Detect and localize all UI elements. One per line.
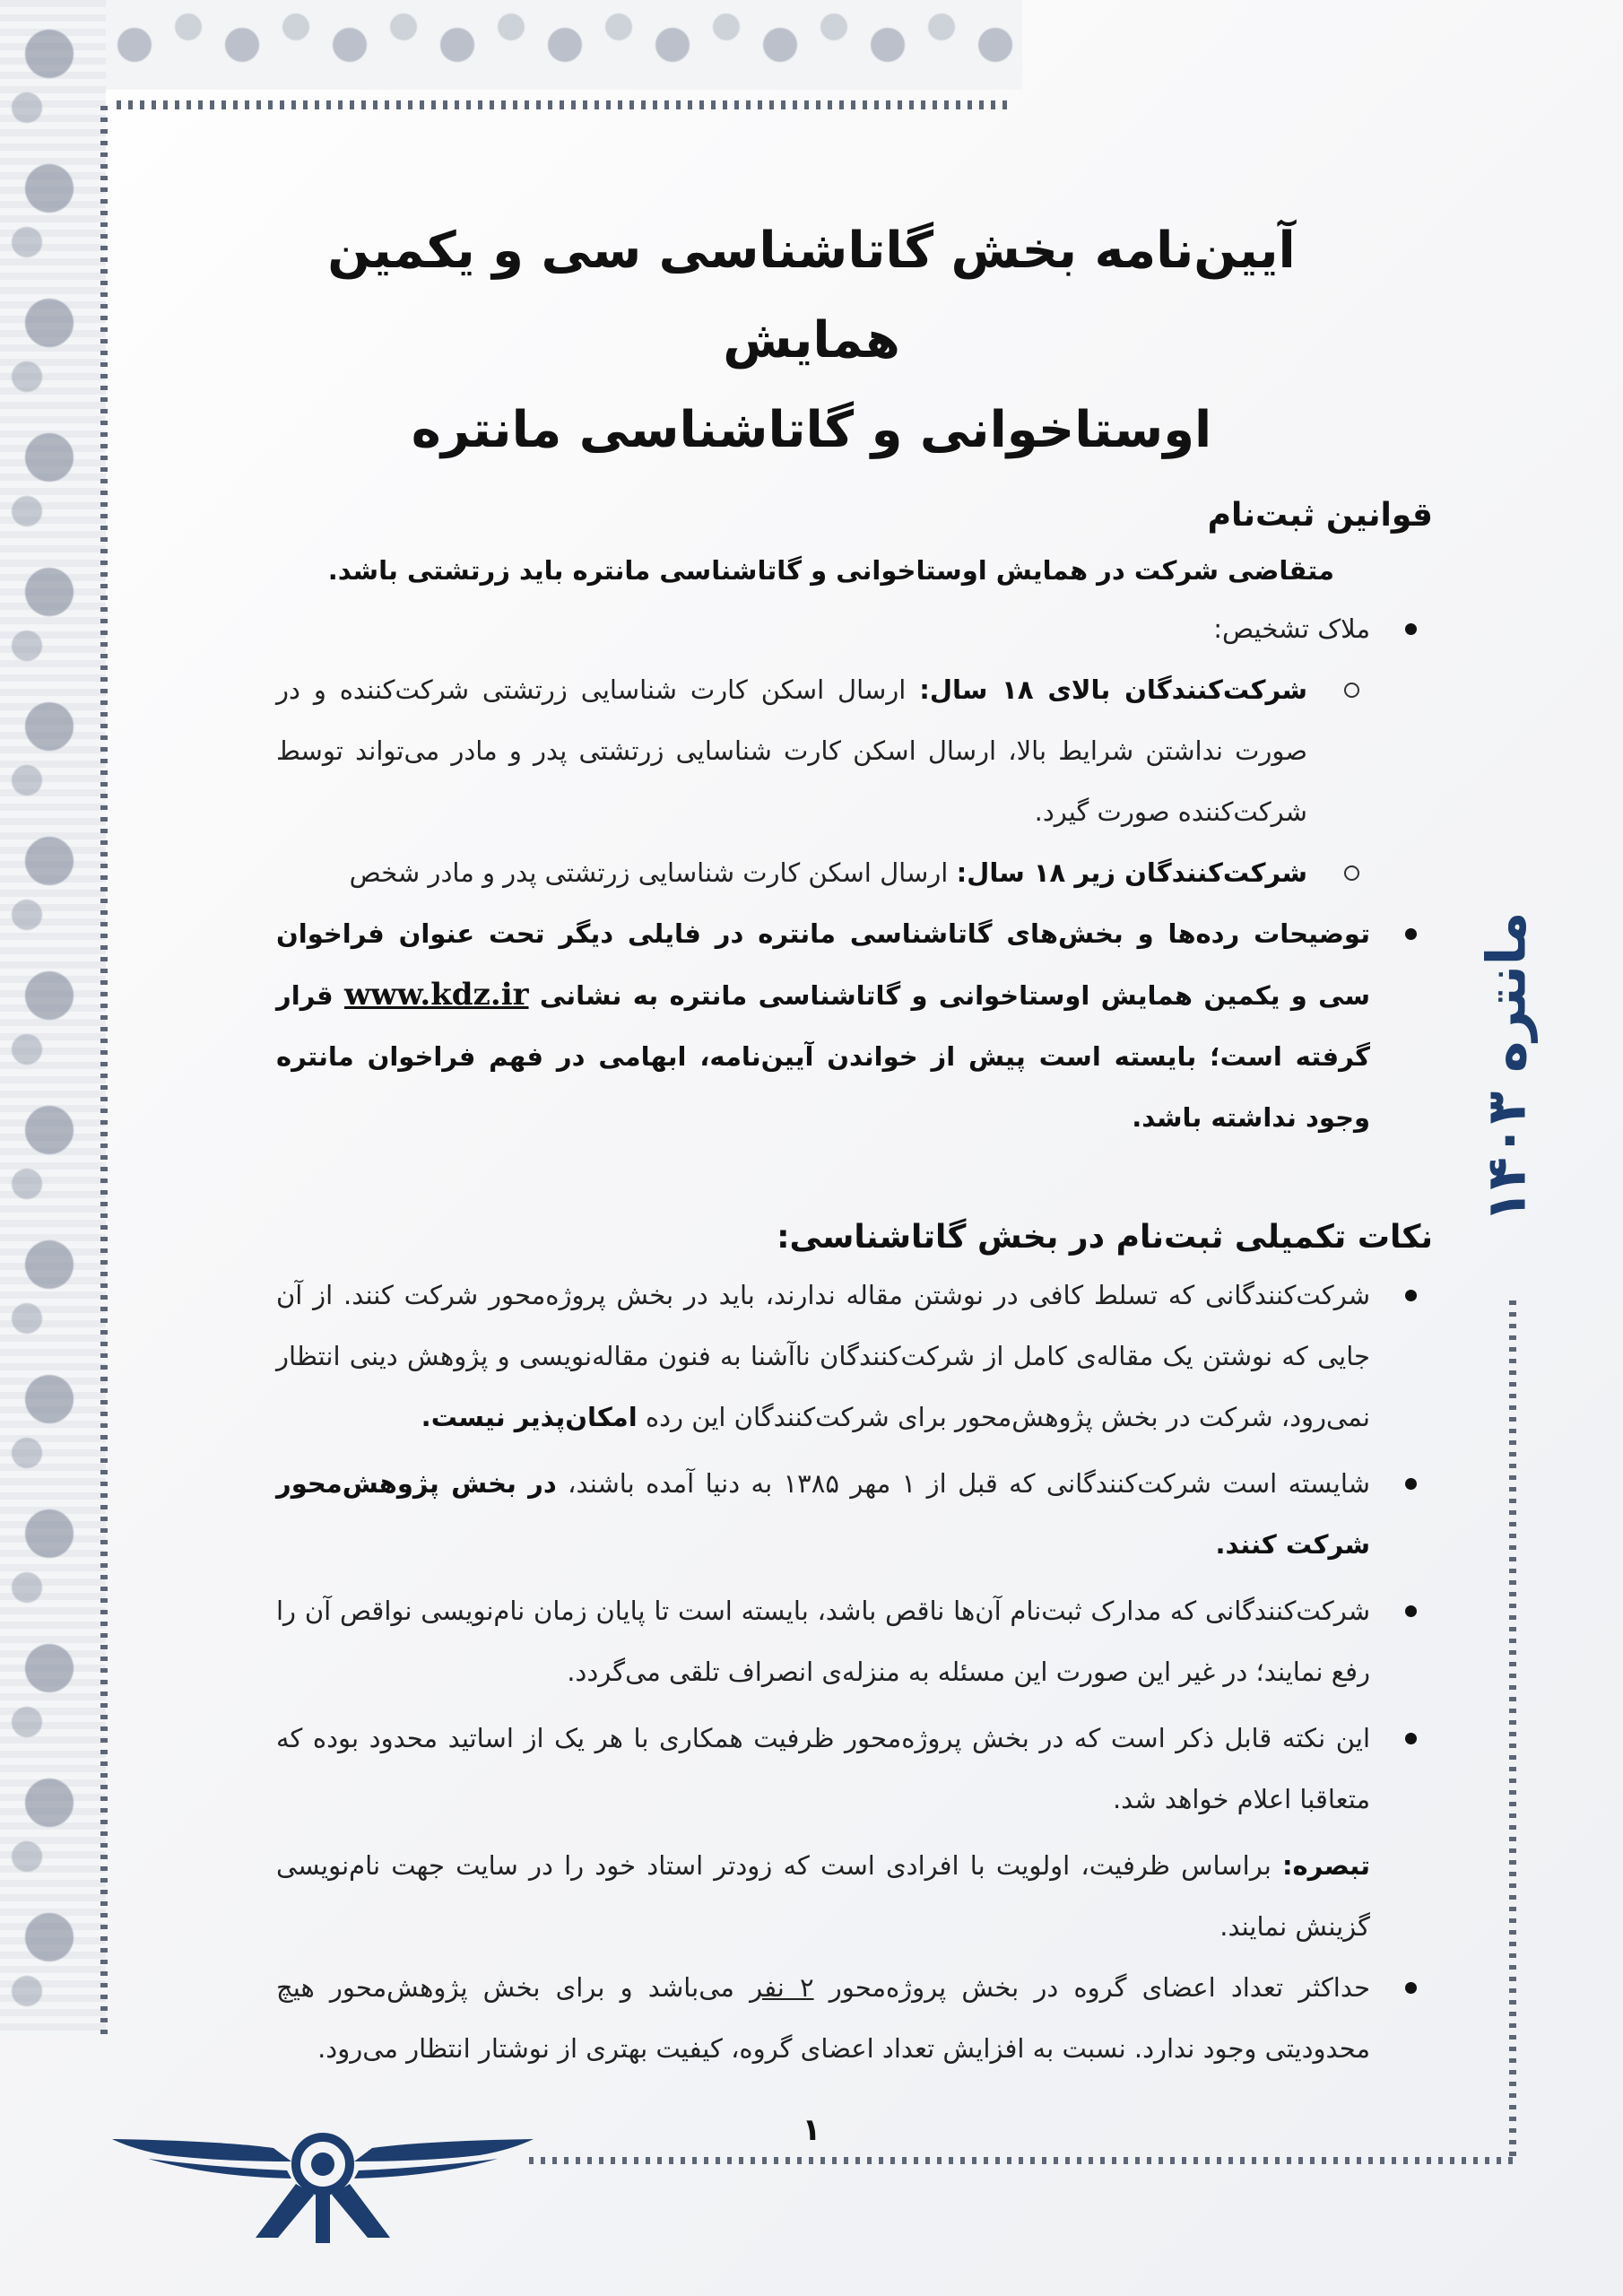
list-item <box>276 1580 1433 1702</box>
faravahar-emblem-icon <box>112 2121 534 2247</box>
document-body <box>276 489 1433 2079</box>
page-number: ۱ <box>802 2112 821 2148</box>
under-18-label: شرکت‌کنندگان زیر ۱۸ سال: <box>956 857 1307 888</box>
eligibility-lead: متقاضی شرکت در همایش اوستاخوانی و گاتاشناسی مانتره باید زرتشتی باشد. <box>327 555 1334 586</box>
list-item <box>276 659 1370 842</box>
footnote-text: براساس ظرفیت، اولویت با افرادی است که زودتر استاد خود را در سایت جهت نام‌نویسی گزینش نمایند. <box>276 1850 1370 1942</box>
note-1-bold: امکان‌پذیر نیست. <box>421 1402 638 1432</box>
side-logo-text: مانتره ۱۴۰۳ <box>1475 911 1539 1223</box>
footnote <box>276 1835 1433 1957</box>
top-ornament-border <box>0 0 1022 90</box>
note-2-bold: در بخش پژوهش‌محور شرکت کنند. <box>276 1468 1370 1560</box>
list-item <box>276 903 1433 1148</box>
criteria-sublist <box>276 659 1370 903</box>
note-1-text: شرکت‌کنندگانی که تسلط کافی در نوشتن مقاله ندارند، باید در بخش پروژه‌محور شرکت کنند. از آن جایی که نوشتن یک مقاله‌ی کامل از شرکت‌کنندگان ناآشنا به فنون مقاله‌نویسی و پژوهش دینی انتظار نمی‌رود، شرکت در بخش پژوهش‌محور برای شرکت‌کنندگان این رده <box>276 1280 1370 1432</box>
dotted-border-bottom <box>529 2157 1515 2164</box>
list-item <box>276 842 1370 903</box>
note-5-text-2: می‌باشد و برای بخش پژوهش‌محور هیچ محدودیتی وجود ندارد. نسبت به افزایش تعداد اعضای گروه، کیفیت بهتری از نوشتار انتظار می‌رود. <box>276 1972 1370 2064</box>
description-text-1: توضیحات رده‌ها و بخش‌های گاتاشناسی مانتره در فایلی دیگر تحت عنوان فراخوان سی و یکمین همایش اوستاخوانی و گاتاشناسی مانتره به نشانی <box>276 918 1370 1011</box>
kdz-website-link[interactable]: www.kdz.ir <box>344 977 529 1013</box>
section-heading-additional-notes: نکات تکمیلی ثبت‌نام در بخش گاتاشناسی: <box>777 1219 1433 1256</box>
mantra-1403-logo <box>1462 911 1551 1223</box>
note-2-text: شایسته است شرکت‌کنندگانی که قبل از ۱ مهر ۱۳۸۵ به دنیا آمده باشند، <box>556 1468 1370 1499</box>
group-size-limit: ۲ نفر <box>750 1972 814 2003</box>
note-5-text-1: حداکثر تعداد اعضای گروه در بخش پروژه‌محور <box>813 1972 1371 2003</box>
dotted-border-top <box>117 100 1013 109</box>
title-line-1: آیین‌نامه بخش گاتاشناسی سی و یکمین همایش <box>327 222 1296 370</box>
list-item <box>276 598 1433 903</box>
additional-notes-list <box>276 1265 1433 1830</box>
under-18-text: ارسال اسکن کارت شناسایی زرتشتی پدر و مادر شخص <box>349 857 957 888</box>
title-line-2: اوستاخوانی و گاتاشناسی مانتره <box>411 401 1212 459</box>
dotted-border-right <box>1509 1300 1516 2157</box>
list-item <box>276 1957 1433 2079</box>
footnote-label: تبصره: <box>1281 1850 1370 1881</box>
note-4-text: این نکته قابل ذکر است که در بخش پروژه‌محور ظرفیت همکاری با هر یک از اساتید محدود بوده که متعاقبا اعلام خواهد شد. <box>276 1723 1370 1814</box>
left-ornament-border <box>0 0 106 2036</box>
list-item <box>276 1265 1433 1448</box>
registration-rules-list <box>276 598 1433 1148</box>
dotted-border-left <box>100 106 108 2034</box>
note-3-text: شرکت‌کنندگانی که مدارک ثبت‌نام آن‌ها ناقص باشد، بایسته است تا پایان زمان نام‌نویسی نواقص آن را رفع نمایند؛ در غیر این صورت این مسئله به منزله‌ی انصراف تلقی می‌گردد. <box>276 1596 1370 1687</box>
description-text-2: قرار گرفته است؛ بایسته است پیش از خواندن آیین‌نامه، ابهامی در فهم فراخوان مانتره وجود نداشته باشد. <box>276 980 1370 1133</box>
document-title <box>296 206 1327 475</box>
additional-notes-list-cont <box>276 1957 1433 2079</box>
section-heading-registration: قوانین ثبت‌نام <box>1207 497 1433 534</box>
over-18-text: ارسال اسکن کارت شناسایی زرتشتی شرکت‌کننده و در صورت نداشتن شرایط بالا، ارسال اسکن کارت شناسایی زرتشتی پدر و مادر می‌تواند توسط شرکت‌کننده صورت گیرد. <box>276 674 1307 827</box>
criteria-label: ملاک تشخیص: <box>1213 613 1370 644</box>
list-item <box>276 1708 1433 1830</box>
over-18-label: شرکت‌کنندگان بالای ۱۸ سال: <box>919 674 1308 705</box>
list-item <box>276 1453 1433 1575</box>
